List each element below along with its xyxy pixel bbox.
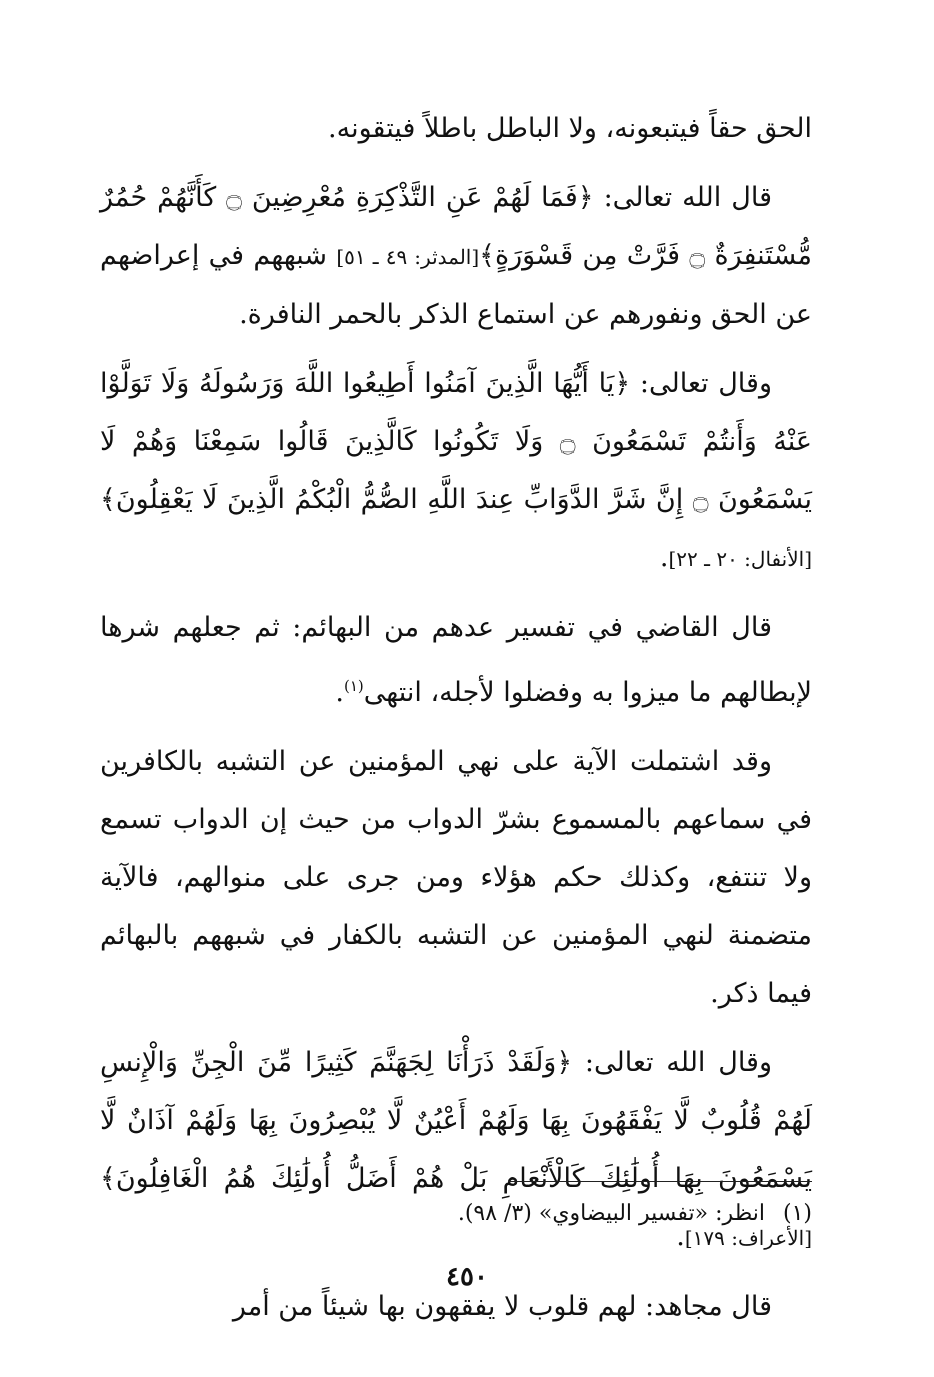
paragraph-6: وقال الله تعالى: ﴿وَلَقَدْ ذَرَأْنَا لِجَهَنَّمَ كَثِيرًا مِّنَ الْجِنِّ وَالْإِنسِ لَهُمْ قُلُوبٌ لَّا يَفْقَهُونَ بِهَا وَلَهُمْ أَعْيُنٌ لَّا يُبْصِرُونَ بِهَا وَلَهُمْ آذَانٌ لَّا يَسْمَعُونَ بِهَا أُولَٰئِكَ كَالْأَنْعَامِ بَلْ هُمْ أَضَلُّ أُولَٰئِكَ هُمُ الْغَافِلُونَ﴾[الأعراف: ١٧٩]. xyxy=(100,1047,812,1252)
footnote-marker[interactable]: (١) xyxy=(343,677,364,695)
footnote-number: (١) xyxy=(782,1201,812,1226)
footnote-text: انظر: «تفسير البيضاوي» (٣/ ٩٨). xyxy=(457,1201,765,1226)
main-text xyxy=(100,100,812,1347)
paragraph-3: وقال تعالى: ﴿يَا أَيُّهَا الَّذِينَ آمَنُوا أَطِيعُوا اللَّهَ وَرَسُولَهُ وَلَا تَوَلَّوْا عَنْهُ وَأَنتُمْ تَسْمَعُونَ ۝ وَلَا تَكُونُوا كَالَّذِينَ قَالُوا سَمِعْنَا وَهُمْ لَا يَسْمَعُونَ ۝ إِنَّ شَرَّ الدَّوَابِّ عِندَ اللَّهِ الصُّمُّ الْبُكْمُ الَّذِينَ لَا يَعْقِلُونَ﴾[الأنفال: ٢٠ ـ ٢٢]. xyxy=(100,368,812,573)
paragraph-7: قال مجاهد: لهم قلوب لا يفقهون بها شيئاً من أمر xyxy=(232,1291,772,1322)
paragraph-1: الحق حقاً فيتبعونه، ولا الباطل باطلاً فيتقونه. xyxy=(328,113,812,144)
quran-verse: ﴿وَلَقَدْ ذَرَأْنَا لِجَهَنَّمَ كَثِيرًا مِّنَ الْجِنِّ وَالْإِنسِ لَهُمْ قُلُوبٌ لَّا يَفْقَهُونَ بِهَا وَلَهُمْ أَعْيُنٌ لَّا يُبْصِرُونَ بِهَا وَلَهُمْ آذَانٌ لَّا يَسْمَعُونَ بِهَا أُولَٰئِكَ كَالْأَنْعَامِ بَلْ هُمْ أَضَلُّ أُولَٰئِكَ هُمُ الْغَافِلُونَ﴾ xyxy=(100,1047,812,1194)
paragraph-5: وقد اشتملت الآية على نهي المؤمنين عن التشبه بالكافرين في سماعهم بالمسموع بشرّ الدواب من حيث إن الدواب تسمع ولا تنتفع، وكذلك حكم هؤلاء ومن جرى على منوالهم، فالآية متضمنة لنهي المؤمنين عن التشبه بالكفار في شبههم بالبهائم فيما ذكر. xyxy=(100,746,812,1009)
verse-reference: [الأعراف: ١٧٩] xyxy=(684,1226,812,1250)
footnote xyxy=(100,1196,812,1232)
verse-reference: [الأنفال: ٢٠ ـ ٢٢] xyxy=(668,547,812,571)
footnote-divider xyxy=(508,1181,812,1182)
verse-reference: [المدثر: ٤٩ ـ ٥١] xyxy=(336,245,480,269)
page-number: ٤٥٠ xyxy=(446,1262,488,1292)
quran-verse: ﴿فَمَا لَهُمْ عَنِ التَّذْكِرَةِ مُعْرِضِينَ ۝ كَأَنَّهُمْ حُمُرٌ مُّسْتَنفِرَةٌ ۝ فَرَّتْ مِن قَسْوَرَةٍ﴾ xyxy=(100,182,813,271)
paragraph-2: قال الله تعالى: ﴿فَمَا لَهُمْ عَنِ التَّذْكِرَةِ مُعْرِضِينَ ۝ كَأَنَّهُمْ حُمُرٌ مُّسْتَنفِرَةٌ ۝ فَرَّتْ مِن قَسْوَرَةٍ﴾[المدثر: ٤٩ ـ ٥١] شبههم في إعراضهم عن الحق ونفورهم عن استماع الذكر بالحمر النافرة. xyxy=(100,182,813,330)
paragraph-4: قال القاضي في تفسير عدهم من البهائم: ثم جعلهم شرها لإبطالهم ما ميزوا به وفضلوا لأجله، انتهى$^{(١)}$. xyxy=(100,612,812,708)
quran-verse: ﴿يَا أَيُّهَا الَّذِينَ آمَنُوا أَطِيعُوا اللَّهَ وَرَسُولَهُ وَلَا تَوَلَّوْا عَنْهُ وَأَنتُمْ تَسْمَعُونَ ۝ وَلَا تَكُونُوا كَالَّذِينَ قَالُوا سَمِعْنَا وَهُمْ لَا يَسْمَعُونَ ۝ إِنَّ شَرَّ الدَّوَابِّ عِندَ اللَّهِ الصُّمُّ الْبُكْمُ الَّذِينَ لَا يَعْقِلُونَ﴾ xyxy=(100,368,812,515)
